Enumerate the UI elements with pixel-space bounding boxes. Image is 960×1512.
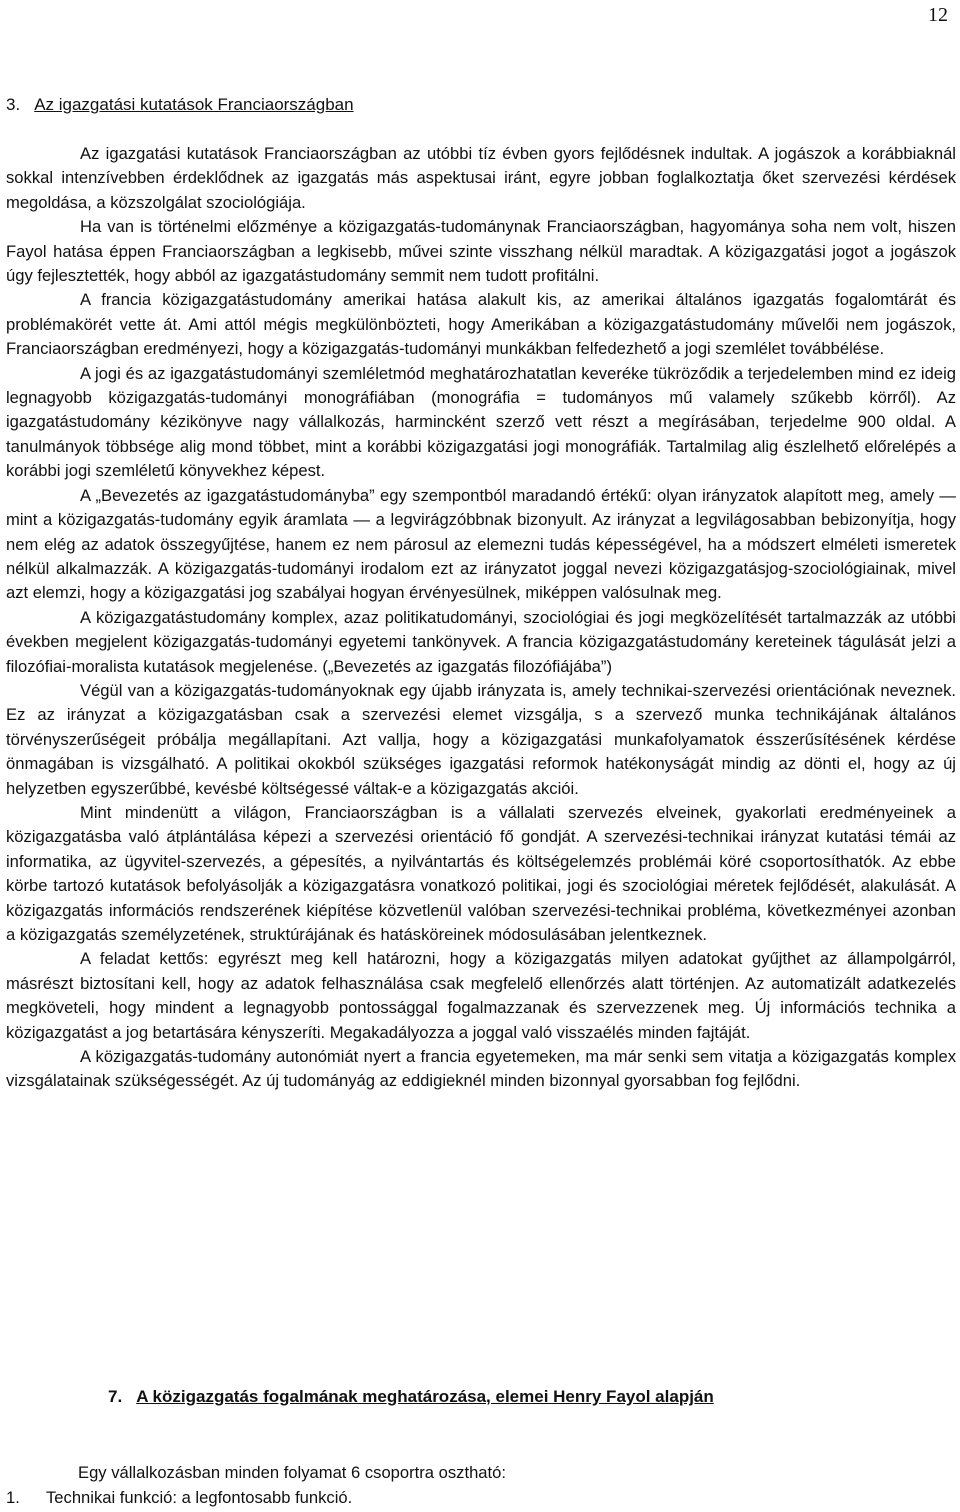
section-title: Az igazgatási kutatások Franciaországban <box>34 95 354 114</box>
paragraph: A feladat kettős: egyrészt meg kell határozni, hogy a közigazgatás milyen adatokat gyűjthet az állampolgárról, másrészt biztosítani kell, hogy az adatok felhasználása csak megfelelő ellenőrzés alatt történjen. Az automatizált adatkezelés megköveteli, hogy mindent a legnagyobb pontossággal fogalmazzanak és szervezzenek meg. Új információs technika a közigazgatást a jog betartására kényszeríti. Megakadályozza a joggal való visszaélés minden fajtáját. <box>6 949 956 1042</box>
list-intro: Egy vállalkozásban minden folyamat 6 csoportra osztható: <box>78 1463 506 1482</box>
paragraph: A közigazgatástudomány komplex, azaz politikatudományi, szociológiai és jogi megközelítését tartalmazzák az utóbbi években megjelent közigazgatás-tudományi egyetemi tankönyvek. A francia közigazgatástudomány kereteinek tágulását jelzi a filozófiai-moralista kutatások megjelenése. („Bevezetés az igazgatás filozófiájába”) <box>6 607 956 676</box>
section-heading <box>6 95 354 115</box>
paragraph: A közigazgatás-tudomány autonómiát nyert a francia egyetemeken, ma már senki sem vitatja a közigazgatás komplex vizsgálatainak szükségességét. Az új tudományág az eddigieknél minden bizonnyal gyorsabban fog fejlődni. <box>6 1047 956 1091</box>
paragraph: A „Bevezetés az igazgatástudományba” egy szempontból maradandó értékű: olyan irányzatok alapított meg, amely — mint a közigazgatás-tudomány egyik áramlata — a legvirágzóbbnak bizonyult. Az irányzat a legvilágosabban bebizonyítja, hogy nem elég az adatok összegyűjtése, hanem ez nem párosul az elemezni tudás képességével, ha a módszert elméleti ismeretek nélkül alkalmazzák. A közigazgatás-tudományi irodalom ezt az irányzatot joggal nevezi közigazgatásjog-szociológiainak, mivel azt elemzi, hogy a közigazgatási jog szabályai hogyan érvényesülnek, miképpen valósulnak meg. <box>6 485 956 603</box>
paragraph: Végül van a közigazgatás-tudományoknak egy újabb irányzata is, amely technikai-szervezési orientációnak neveznek. Ez az irányzat a közigazgatásban csak a szervezési elemet vizsgálja, s a szervező munka technikájának általános törvényszerűségeit próbálja megállapítani. Azt vallja, hogy a közigazgatási munkafolyamatok ésszerűsítésének kérdése önmagában is vizsgálható. A politikai okokból szükséges igazgatási reformok hatékonyságát mindig az dönti el, hogy az új helyzetben egyszerűbbé, kevésbé költségessé váltak-e a közigazgatás akciói. <box>6 680 956 798</box>
paragraph: Az igazgatási kutatások Franciaországban az utóbbi tíz évben gyors fejlődésnek indultak. A jogászok a korábbiaknál sokkal intenzívebben érdeklődnek az igazgatás más aspektusai iránt, egyre jobban foglalkoztatja őket szervezési kérdések megoldása, a közszolgálat szociológiája. <box>6 144 956 212</box>
body-text <box>6 142 956 1094</box>
list-item <box>6 1488 352 1508</box>
subsection-number: 7. <box>108 1387 123 1406</box>
list-item-text: Technikai funkció: a legfontosabb funkció. <box>46 1488 353 1507</box>
paragraph: A jogi és az igazgatástudományi szemléletmód meghatározhatatlan keveréke tükröződik a terjedelemben mind ez ideig legnagyobb közigazgatás-tudományi monográfiában (monográfia = tudományos mű valamely szűkebb körről). Az igazgatástudomány kézikönyve nagy vállalkozás, harmincként szerző vett részt a megírásában, terjedelme 900 oldal. A tanulmányok többsége alig mond többet, mint a korábbi közigazgatási jogi monográfiák. Tartalmilag alig észlelhető előrelépés a korábbi jogi szemléletű könyvekhez képest. <box>6 363 956 481</box>
page-number: 12 <box>928 4 948 26</box>
paragraph: Mint mindenütt a világon, Franciaországban is a vállalati szervezés elveinek, gyakorlati eredményeinek a közigazgatásba való átplántálása képezi a szervezési orientáció fő gondját. A szervezési-technikai irányzat kutatási témái az informatika, az ügyvitel-szervezés, a gépesítés, a nyilvántartás és költségelemzés problémái köré csoportosíthatók. Az ebbe körbe tartozó kutatások befolyásolják a közigazgatásra vonatkozó politikai, jogi és szociológiai méretek fejlődését, alakulását. A közigazgatás információs rendszerének kiépítése közvetlenül valóban szervezési-technikai probléma, következményei azonban a közigazgatás személyzetének, struktúrájának és hatásköreinek módosulásában jelentkeznek. <box>6 802 956 944</box>
paragraph: Ha van is történelmi előzménye a közigazgatás-tudománynak Franciaországban, hagyománya soha nem volt, hiszen Fayol hatása éppen Franciaországban a legkisebb, művei szinte visszhang nélkül maradtak. A közigazgatási jogot a jogászok úgy fejlesztették, hogy abból az igazgatástudomány semmit nem tudott profitálni. <box>6 217 956 286</box>
paragraph: A francia közigazgatástudomány amerikai hatása alakult kis, az amerikai általános igazgatás fogalomtárát és problémakörét vette át. Ami attól mégis megkülönbözteti, hogy Amerikában a közigazgatástudomány művelői nem jogászok, Franciaországban eredményezi, hogy a közigazgatás-tudományi munkákban felfedezhető a jogi szemlélet továbbélése. <box>6 290 956 359</box>
subsection-heading <box>108 1387 714 1407</box>
section-number: 3. <box>6 95 21 114</box>
list-item-number: 1. <box>6 1488 20 1507</box>
subsection-title: A közigazgatás fogalmának meghatározása, elemei Henry Fayol alapján <box>136 1387 714 1406</box>
